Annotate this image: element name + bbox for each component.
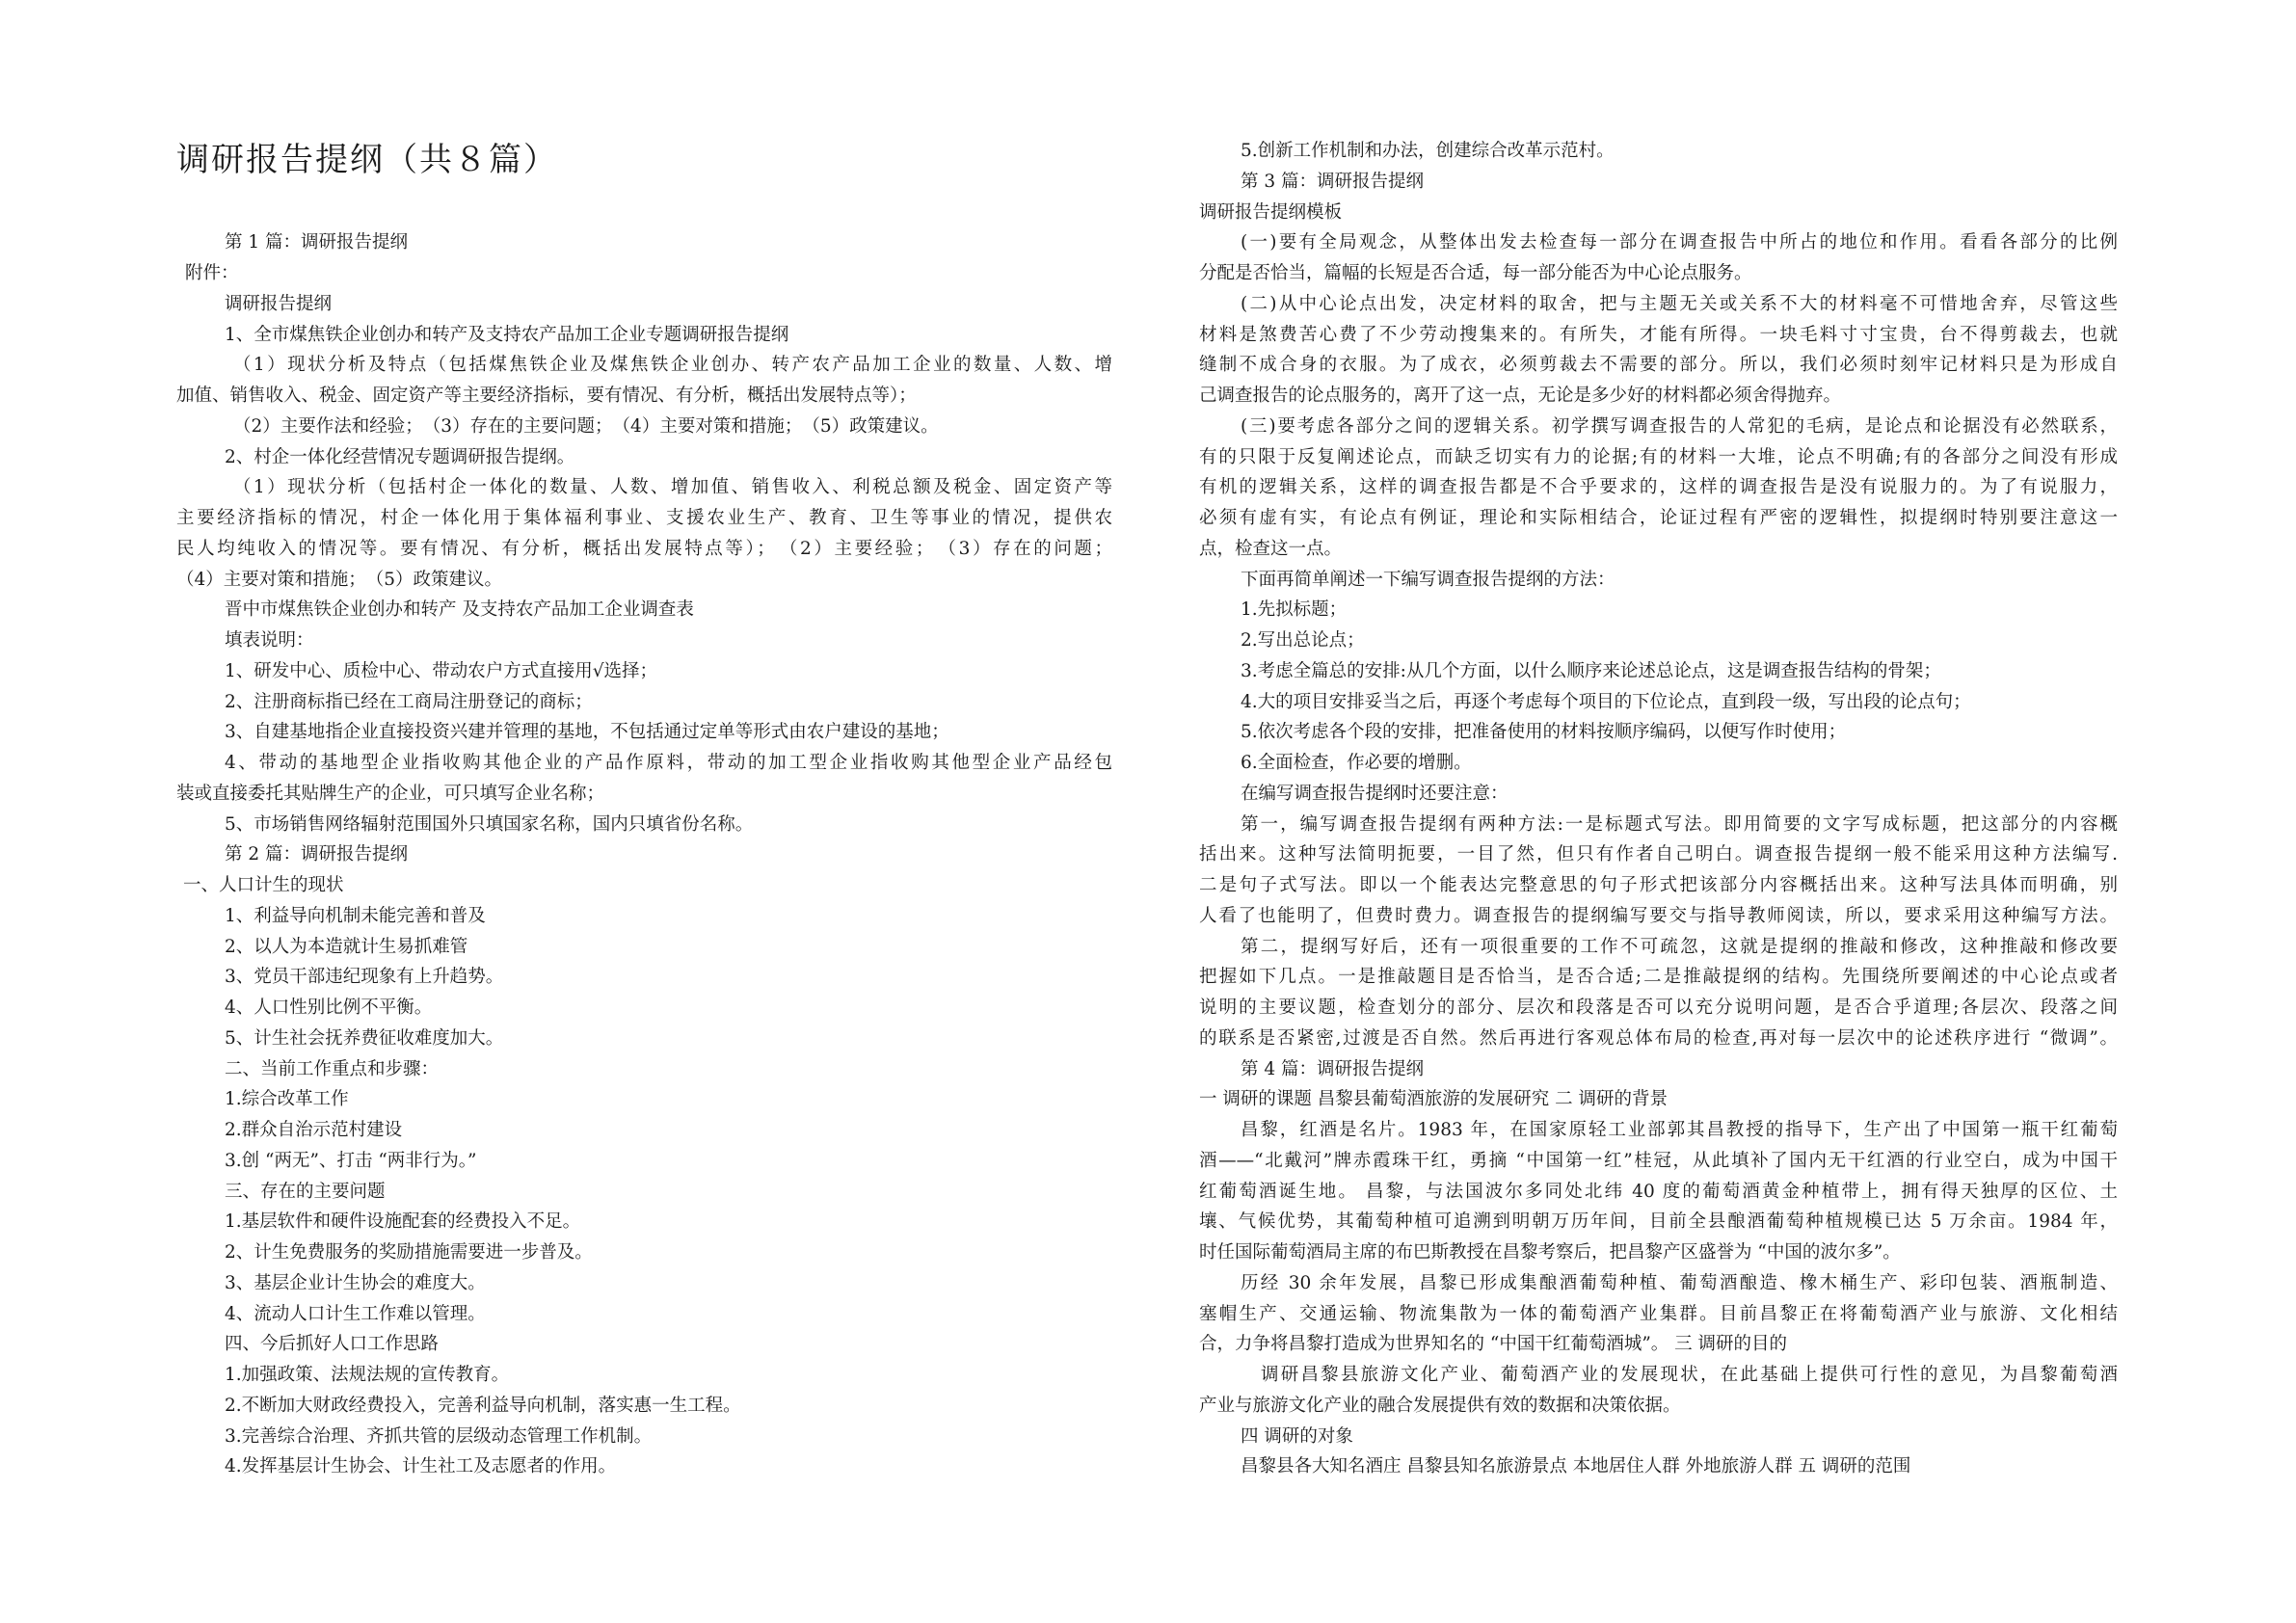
text-line: 2.不断加大财政经费投入，完善利益导向机制，落实惠一生工程。 [225,1396,741,1416]
text-line: 2、注册商标指已经在工商局注册登记的商标； [225,692,593,712]
text-line: 3.完善综合治理、齐抓共管的层级动态管理工作机制。 [225,1426,653,1447]
text-line: (一)要有全局观念，从整体出发去检查每一部分在调查报告中所占的地位和作用。看看各部分的比例 [1241,232,2118,253]
text-line: 把握如下几点。一是推敲题目是否恰当，是否合适;二是推敲提纲的结构。先围绕所要阐述的中心论点或者 [1199,967,2118,987]
text-line: 分配是否恰当，篇幅的长短是否合适，每一部分能否为中心论点服务。 [1199,263,1752,283]
section-heading: 第 4 篇：调研报告提纲 [1241,1059,1425,1079]
text-line: 四、今后抓好人口工作思路 [225,1334,440,1354]
text-line: 产业与旅游文化产业的融合发展提供有效的数据和决策依据。 [1199,1396,1681,1416]
section-heading: 第 2 篇：调研报告提纲 [225,844,409,865]
text-line: 2.写出总论点； [1241,630,1365,651]
text-line: 有的只限于反复阐述论点，而缺乏切实有力的论据;有的材料一大堆，论点不明确;有的各部分之间没有形成 [1199,447,2118,467]
text-line: （2）主要作法和经验； （3）存在的主要问题； （4）主要对策和措施； （5）政策建议。 [233,416,939,437]
text-line: 必须有虚有实，有论点有例证，理论和实际相结合，论证过程有严密的逻辑性，拟提纲时特别要注意这一 [1199,508,2118,528]
text-line: 4.大的项目安排妥当之后，再逐个考虑每个项目的下位论点，直到段一级，写出段的论点句； [1241,692,1971,712]
text-line: 1.先拟标题； [1241,599,1348,620]
text-line: 附件： [185,263,239,283]
text-line: 3.考虑全篇总的安排:从几个方面，以什么顺序来论述总论点，这是调查报告结构的骨架； [1241,661,1941,681]
text-line: 4、带动的基地型企业指收购其他企业的产品作原料，带动的加工型企业指收购其他型企业产品经包 [225,753,1112,773]
text-line: 的联系是否紧密,过渡是否自然。然后再进行客观总体布局的检查,再对每一层次中的论述秩序进行 “微调”。 [1199,1028,2118,1049]
text-line: 调研报告提纲模板 [1199,202,1343,223]
text-line: (二)从中心论点出发，决定材料的取舍，把与主题无关或关系不大的材料毫不可惜地舍弃，尽管这些 [1241,294,2118,314]
text-line: 6.全面检查，作必要的增删。 [1241,753,1472,773]
text-line: 第一，编写调查报告提纲有两种方法:一是标题式写法。即用简要的文字写成标题，把这部分的内容概 [1241,814,2118,835]
section-heading: 第 1 篇：调研报告提纲 [225,232,409,253]
text-line: 下面再简单阐述一下编写调查报告提纲的方法： [1241,570,1615,590]
text-line: 2、以人为本造就计生易抓难管 [225,937,468,957]
text-line: 调研昌黎县旅游文化产业、葡萄酒产业的发展现状，在此基础上提供可行性的意见，为昌黎葡萄酒 [1261,1365,2118,1385]
text-line: 2.群众自治示范村建设 [225,1120,403,1140]
text-line: 第二，提纲写好后，还有一项很重要的工作不可疏忽，这就是提纲的推敲和修改，这种推敲和修改要 [1241,937,2118,957]
text-line: 3、党员干部违纪现象有上升趋势。 [225,967,504,987]
text-line: 时任国际葡萄酒局主席的布巴斯教授在昌黎考察后，把昌黎产区盛誉为 “中国的波尔多”。 [1199,1242,1901,1263]
text-line: 点，检查这一点。 [1199,539,1343,559]
text-line: 红葡萄酒诞生地。 昌黎，与法国波尔多同处北纬 40 度的葡萄酒黄金种植带上，拥有得天独厚的区位、土 [1199,1182,2118,1202]
text-line: （1）现状分析及特点（包括煤焦铁企业及煤焦铁企业创办、转产农产品加工企业的数量、人数、增 [233,355,1112,375]
text-line: 5、市场销售网络辐射范围国外只填国家名称，国内只填省份名称。 [225,814,754,835]
text-line: (三)要考虑各部分之间的逻辑关系。初学撰写调查报告的人常犯的毛病，是论点和论据没有必然联系， [1241,416,2118,437]
text-line: 有机的逻辑关系，这样的调查报告都是不合乎要求的，这样的调查报告是没有说服力的。为了有说服力， [1199,477,2118,497]
text-line: 合，力争将昌黎打造成为世界知名的 “中国干红葡萄酒城”。 三 调研的目的 [1199,1334,1788,1354]
text-line: 括出来。这种写法简明扼要，一目了然，但只有作者自己明白。调查报告提纲一般不能采用这种方法编写. [1199,844,2118,865]
text-line: 4.发挥基层计生协会、计生社工及志愿者的作用。 [225,1456,617,1477]
text-line: 4、流动人口计生工作难以管理。 [225,1304,486,1324]
text-line: 缝制不成合身的衣服。为了成衣，必须剪裁去不需要的部分。所以，我们必须时刻牢记材料只是为形成自 [1199,355,2118,375]
text-line: 1、全市煤焦铁企业创办和转产及支持农产品加工企业专题调研报告提纲 [225,325,789,345]
text-line: 材料是煞费苦心费了不少劳动搜集来的。有所失，才能有所得。一块毛料寸寸宝贵，台不得剪裁去，也就 [1199,325,2118,345]
text-line: 昌黎，红酒是名片。1983 年，在国家原轻工业部郭其昌教授的指导下，生产出了中国第一瓶干红葡萄 [1241,1120,2118,1140]
text-line: 装或直接委托其贴牌生产的企业，可只填写企业名称； [176,784,605,804]
text-line: 5、计生社会抚养费征收难度加大。 [225,1028,504,1049]
text-line: 主要经济指标的情况，村企一体化用于集体福利事业、支援农业生产、教育、卫生等事业的情况，提供农 [176,508,1112,528]
text-line: 4、人口性别比例不平衡。 [225,998,433,1018]
text-line: 酒——“北戴河”牌赤霞珠干红，勇摘 “中国第一红”桂冠，从此填补了国内无干红酒的行业空白，成为中国干 [1199,1151,2118,1171]
text-line: 调研报告提纲 [225,294,333,314]
section-heading: 第 3 篇：调研报告提纲 [1241,172,1425,192]
text-line: 二、当前工作重点和步骤： [225,1059,440,1079]
text-line: 昌黎县各大知名酒庄 昌黎县知名旅游景点 本地居住人群 外地旅游人群 五 调研的范围 [1241,1456,1911,1477]
text-line: 二是句子式写法。即以一个能表达完整意思的句子形式把该部分内容概括出来。这种写法具体而明确，别 [1199,875,2118,895]
text-line: 填表说明： [225,630,314,651]
text-line: 5.依次考虑各个段的安排，把准备使用的材料按顺序编码，以便写作时使用； [1241,722,1847,742]
text-line: 1、利益导向机制未能完善和普及 [225,906,486,926]
text-line: 加值、销售收入、税金、固定资产等主要经济指标，要有情况、有分析，概括出发展特点等）； [176,386,917,406]
text-line: 一 调研的课题 昌黎县葡萄酒旅游的发展研究 二 调研的背景 [1199,1089,1669,1109]
text-line: （4）主要对策和措施； （5）政策建议。 [176,570,503,590]
text-line: 3、自建基地指企业直接投资兴建并管理的基地，不包括通过定单等形式由农户建设的基地； [225,722,949,742]
text-line: 一、人口计生的现状 [183,875,344,895]
text-line: 塞帽生产、交通运输、物流集散为一体的葡萄酒产业集群。目前昌黎正在将葡萄酒产业与旅游、文化相结 [1199,1304,2118,1324]
text-line: 三、存在的主要问题 [225,1182,386,1202]
text-line: 1.基层软件和硬件设施配套的经费投入不足。 [225,1211,581,1232]
text-line: 1.综合改革工作 [225,1089,349,1109]
document-title: 调研报告提纲（共８篇） [176,141,558,179]
text-line: 2、计生免费服务的奖励措施需要进一步普及。 [225,1242,593,1263]
text-line: 晋中市煤焦铁企业创办和转产 及支持农产品加工企业调查表 [225,599,694,620]
text-line: 5.创新工作机制和办法，创建综合改革示范村。 [1241,141,1615,161]
text-line: 说明的主要议题，检查划分的部分、层次和段落是否可以充分说明问题，是否合乎道理;各层次、段落之间 [1199,998,2118,1018]
text-line: 己调查报告的论点服务的，离开了这一点，无论是多少好的材料都必须舍得抛弃。 [1199,386,1842,406]
text-line: 人看了也能明了，但费时费力。调查报告的提纲编写要交与指导教师阅读，所以，要求采用这种编写方法。 [1199,906,2118,926]
text-line: 四 调研的对象 [1241,1426,1353,1447]
text-line: 民人均纯收入的情况等。要有情况、有分析，概括出发展特点等）； （2）主要经验； （3）存在的问题； [176,539,1112,559]
text-line: 1.加强政策、法规法规的宣传教育。 [225,1365,510,1385]
text-line: 1、研发中心、质检中心、带动农户方式直接用√选择； [225,661,658,681]
text-line: 在编写调查报告提纲时还要注意： [1241,784,1508,804]
text-line: 壤、气候优势，其葡萄种植可追溯到明朝万历年间，目前全县酿酒葡萄种植规模已达 5 万余亩。1984 年， [1199,1211,2118,1232]
text-line: 3、基层企业计生协会的难度大。 [225,1273,486,1293]
text-line: 历经 30 余年发展，昌黎已形成集酿酒葡萄种植、葡萄酒酿造、橡木桶生产、彩印包装、酒瓶制造、 [1241,1273,2118,1293]
text-line: 2、村企一体化经营情况专题调研报告提纲。 [225,447,575,467]
text-line: 3.创 “两无”、打击 “两非行为。” [225,1151,477,1171]
text-line: （1）现状分析（包括村企一体化的数量、人数、增加值、销售收入、利税总额及税金、固定资产等 [233,477,1112,497]
